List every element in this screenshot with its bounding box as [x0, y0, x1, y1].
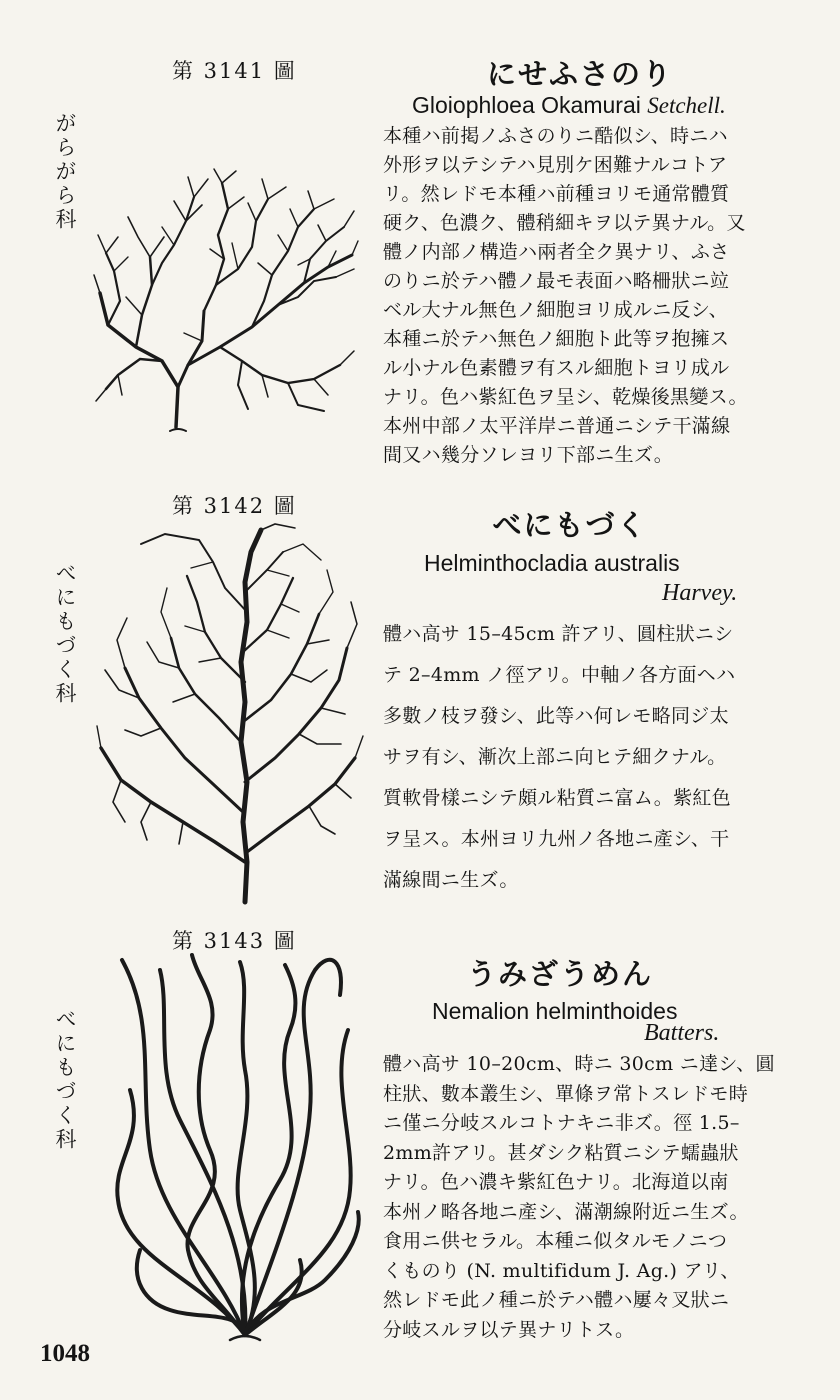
description-line: ニ僅ニ分岐スルコトナキニ非ズ。徑 1.5– [383, 1112, 740, 1134]
description-line: ナリ。色ハ紫紅色ヲ呈シ、乾燥後黒變ス。 [383, 386, 748, 408]
description-line: 硬ク、色濃ク、體稍細キヲ以テ異ナル。又 [383, 212, 746, 234]
description-line: 多數ノ枝ヲ發シ、此等ハ何レモ略同ジ太 [383, 705, 729, 727]
description-line: 然レドモ此ノ種ニ於テハ體ハ屢々叉狀ニ [383, 1289, 730, 1311]
description-line: 柱狀、數本叢生シ、單條ヲ常トスレドモ時 [383, 1082, 748, 1105]
figure-label: 第 3142 圖 [172, 494, 297, 518]
description-line: テ 2–4mm ノ徑アリ。中軸ノ各方面ヘハ [383, 664, 736, 686]
family-label: がらがら科 [53, 112, 77, 232]
description-line: 滿線間ニ生ズ。 [383, 869, 519, 891]
seaweed-illustration-helminthocladia [95, 522, 365, 907]
species-description [383, 614, 783, 901]
description-line: ヲ呈ス。本州ヨリ九州ノ各地ニ產シ、干 [383, 828, 730, 850]
japanese-species-name: べにもづく [492, 508, 648, 542]
family-label: べにもづく科 [53, 562, 77, 706]
description-line: のりニ於テハ體ノ最モ表面ハ略柵狀ニ竝 [383, 270, 730, 292]
description-line: ル小ナル色素體ヲ有スル細胞トヨリ成ル [383, 357, 730, 379]
author-name: Harvey. [662, 580, 738, 606]
figure-label: 第 3143 圖 [172, 929, 297, 953]
scientific-name [412, 92, 726, 119]
description-line: 本種ハ前掲ノふさのりニ酷似シ、時ニハ [383, 125, 728, 147]
page-number: 1048 [40, 1340, 90, 1367]
figure-label: 第 3141 圖 [172, 59, 297, 83]
description-line: サヲ有シ、漸次上部ニ向ヒテ細クナル。 [383, 746, 727, 768]
description-line: 食用ニ供セラル。本種ニ似タルモノニつ [383, 1230, 728, 1252]
author-name: Setchell. [647, 93, 726, 118]
description-line: くものり (N. multifidum J. Ag.) アリ、 [383, 1259, 740, 1282]
seaweed-illustration-nemalion [100, 950, 370, 1345]
description-line: 外形ヲ以テシテハ見別ケ困難ナルコトア [383, 154, 728, 176]
description-line: 2mm許アリ。甚ダシク粘質ニシテ蠕蟲狀 [383, 1141, 739, 1164]
family-label: べにもづく科 [53, 1008, 77, 1152]
description-line: 本州ノ略各地ニ產シ、滿潮線附近ニ生ズ。 [383, 1200, 749, 1223]
species-description [383, 1050, 783, 1345]
description-line: 質軟骨樣ニシテ頗ル粘質ニ富ム。紫紅色 [383, 787, 731, 809]
scientific-name: Helminthocladia australis [424, 550, 680, 576]
japanese-species-name: うみざうめん [466, 957, 653, 991]
japanese-species-name: にせふさのり [486, 57, 673, 91]
description-line: リ。然レドモ本種ハ前種ヨリモ通常體質 [383, 183, 730, 205]
scientific-name: Nemalion helminthoides [432, 998, 678, 1024]
description-line: 體ノ内部ノ構造ハ兩者全ク異ナリ、ふさ [383, 241, 730, 263]
description-line: 體ハ高サ 15–45cm 許アリ、圓柱狀ニシ [383, 623, 734, 645]
genus-species: Gloiophloea Okamurai [412, 92, 641, 118]
seaweed-illustration-gloiophloea [92, 165, 360, 437]
description-line: 間又ハ幾分ソレヨリ下部ニ生ズ。 [383, 444, 674, 466]
description-line: ナリ。色ハ濃キ紫紅色ナリ。北海道以南 [383, 1171, 729, 1193]
description-line: 本州中部ノ太平洋岸ニ普通ニシテ干滿線 [383, 415, 731, 437]
species-description [383, 122, 783, 470]
description-line: 分岐スルヲ以テ異ナリトス。 [383, 1318, 635, 1341]
description-line: 體ハ高サ 10–20cm、時ニ 30cm ニ達シ、圓 [383, 1053, 775, 1075]
description-line: 本種ニ於テハ無色ノ細胞ト此等ヲ抱擁ス [383, 328, 730, 350]
author-name: Batters. [644, 1020, 720, 1046]
description-line: ベル大ナル無色ノ細胞ヨリ成ルニ反シ、 [383, 299, 728, 321]
